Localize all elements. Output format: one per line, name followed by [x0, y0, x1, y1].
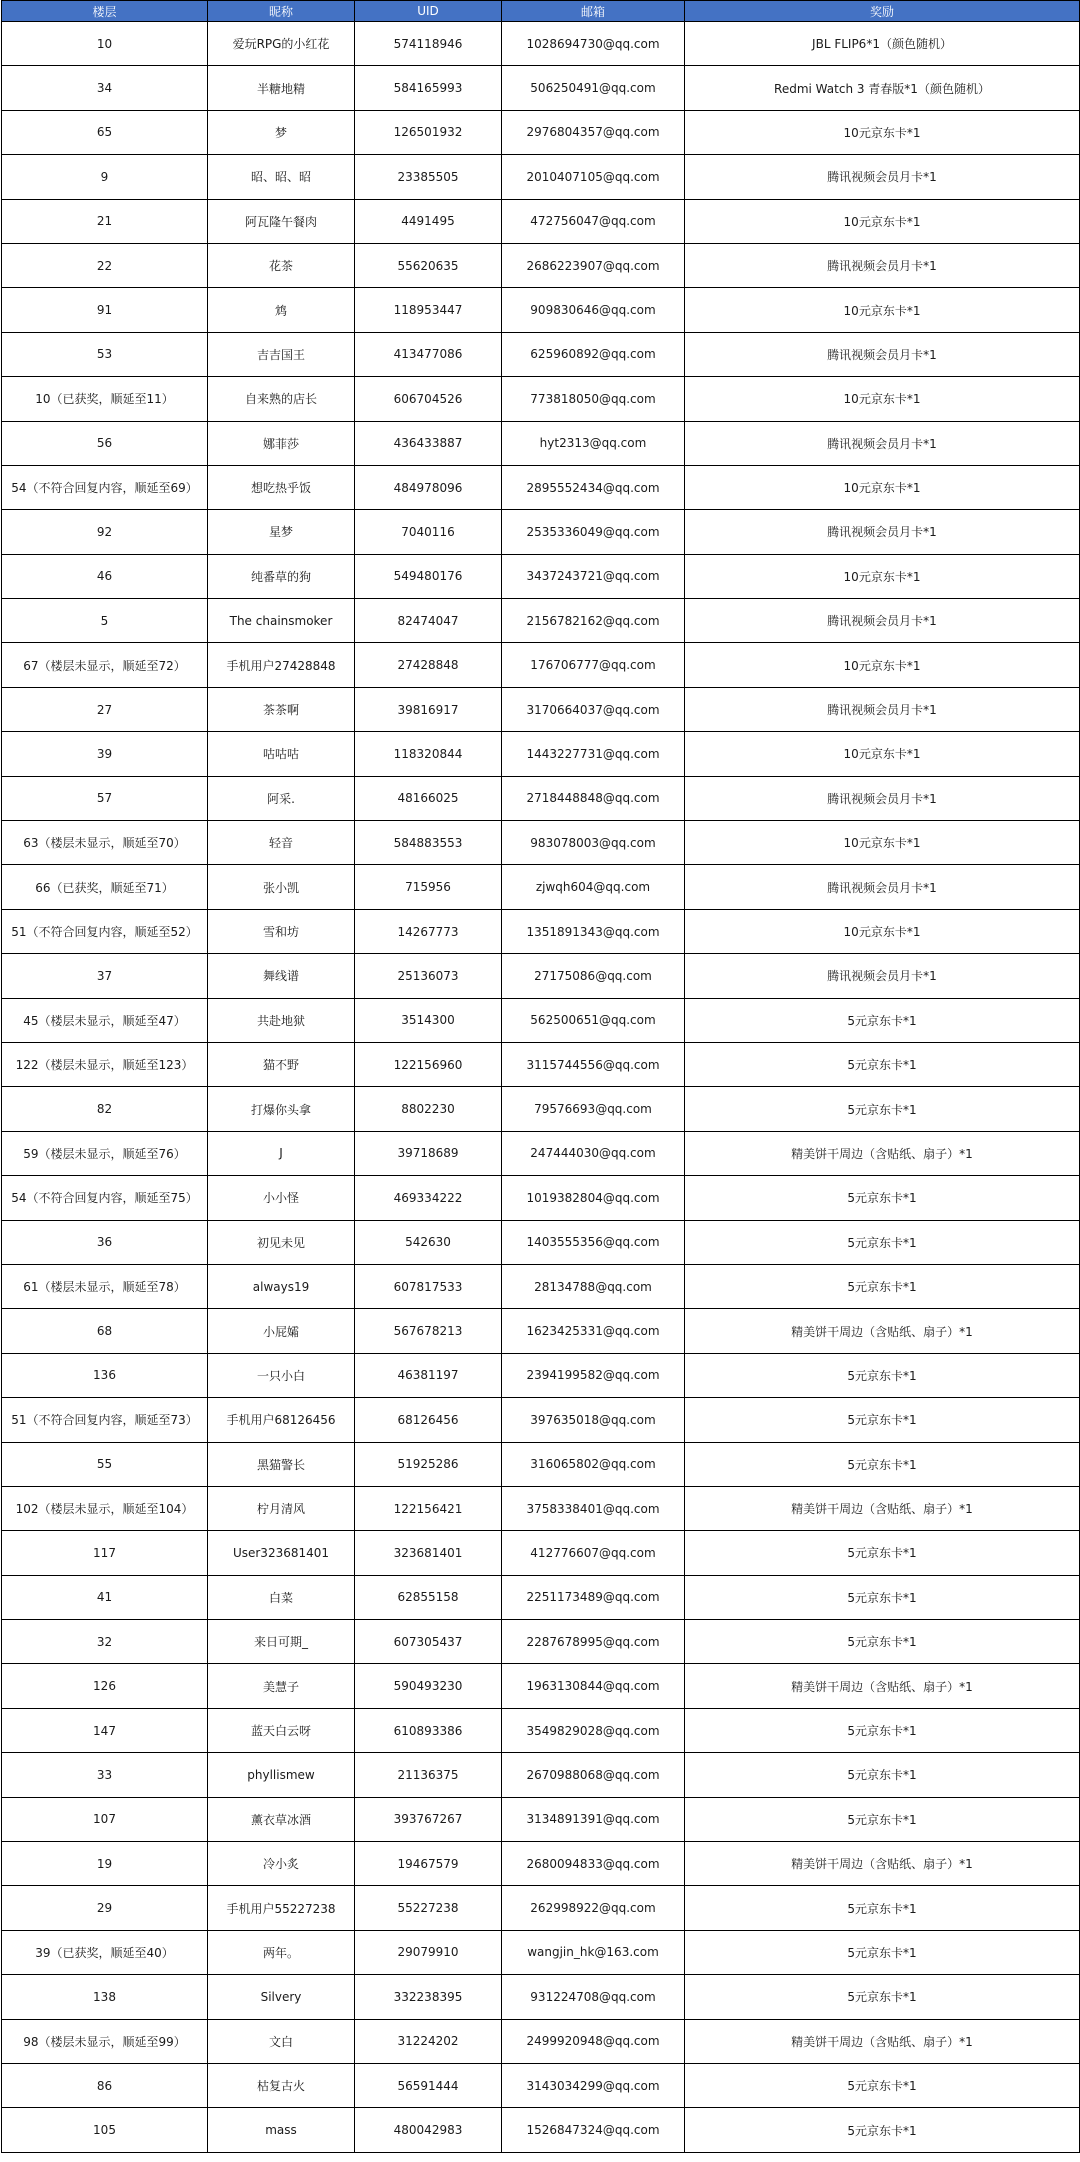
cell-prize: 精美饼干周边（含贴纸、扇子）*1 [685, 1309, 1080, 1353]
cell-uid: 82474047 [355, 599, 502, 643]
cell-floor: 54（不符合回复内容，顺延至75） [2, 1176, 208, 1220]
cell-nickname: 柠月清风 [208, 1486, 355, 1530]
header-nickname: 昵称 [208, 1, 355, 22]
table-row [2, 243, 1080, 287]
cell-nickname: 昭、昭、昭 [208, 155, 355, 199]
cell-email: 27175086@qq.com [502, 954, 685, 998]
cell-nickname: 一只小白 [208, 1353, 355, 1397]
table-row [2, 2019, 1080, 2063]
cell-prize: 腾讯视频会员月卡*1 [685, 155, 1080, 199]
table-row [2, 1398, 1080, 1442]
table-row [2, 1131, 1080, 1175]
table-row [2, 155, 1080, 199]
cell-uid: 607817533 [355, 1264, 502, 1308]
cell-nickname: 手机用户27428848 [208, 643, 355, 687]
cell-nickname: 张小凯 [208, 865, 355, 909]
cell-nickname: 初见未见 [208, 1220, 355, 1264]
cell-nickname: 娜菲莎 [208, 421, 355, 465]
cell-nickname: 来日可期_ [208, 1620, 355, 1664]
cell-nickname: 共赴地狱 [208, 998, 355, 1042]
cell-email: 1351891343@qq.com [502, 909, 685, 953]
cell-email: 2287678995@qq.com [502, 1620, 685, 1664]
cell-floor: 92 [2, 510, 208, 554]
cell-uid: 51925286 [355, 1442, 502, 1486]
cell-email: 2670988068@qq.com [502, 1753, 685, 1797]
cell-prize: 10元京东卡*1 [685, 643, 1080, 687]
cell-uid: 46381197 [355, 1353, 502, 1397]
cell-nickname: 阿瓦隆午餐肉 [208, 199, 355, 243]
cell-email: 3143034299@qq.com [502, 2063, 685, 2107]
cell-prize: 5元京东卡*1 [685, 1620, 1080, 1664]
table-row [2, 1176, 1080, 1220]
table-row [2, 1886, 1080, 1930]
cell-nickname: 小屁孀 [208, 1309, 355, 1353]
cell-floor: 45（楼层未显示，顺延至47） [2, 998, 208, 1042]
cell-floor: 122（楼层未显示，顺延至123） [2, 1042, 208, 1086]
cell-uid: 62855158 [355, 1575, 502, 1619]
table-row [2, 643, 1080, 687]
table-header [2, 1, 1080, 22]
cell-floor: 67（楼层未显示，顺延至72） [2, 643, 208, 687]
table-row [2, 199, 1080, 243]
table-row [2, 66, 1080, 110]
cell-email: 2251173489@qq.com [502, 1575, 685, 1619]
cell-email: 2976804357@qq.com [502, 110, 685, 154]
cell-floor: 19 [2, 1842, 208, 1886]
cell-prize: JBL FLIP6*1（颜色随机） [685, 22, 1080, 66]
cell-nickname: phyllismew [208, 1753, 355, 1797]
cell-email: wangjin_hk@163.com [502, 1930, 685, 1974]
cell-prize: 腾讯视频会员月卡*1 [685, 954, 1080, 998]
cell-nickname: 雪和坊 [208, 909, 355, 953]
cell-uid: 48166025 [355, 776, 502, 820]
cell-prize: 精美饼干周边（含贴纸、扇子）*1 [685, 1486, 1080, 1530]
cell-prize: 腾讯视频会员月卡*1 [685, 243, 1080, 287]
cell-email: 2394199582@qq.com [502, 1353, 685, 1397]
cell-prize: 腾讯视频会员月卡*1 [685, 687, 1080, 731]
cell-prize: 10元京东卡*1 [685, 821, 1080, 865]
cell-uid: 55227238 [355, 1886, 502, 1930]
cell-email: 1403555356@qq.com [502, 1220, 685, 1264]
cell-uid: 590493230 [355, 1664, 502, 1708]
cell-floor: 59（楼层未显示，顺延至76） [2, 1131, 208, 1175]
cell-email: 2156782162@qq.com [502, 599, 685, 643]
cell-prize: 5元京东卡*1 [685, 1708, 1080, 1752]
table-body [2, 22, 1080, 2153]
cell-email: 931224708@qq.com [502, 1975, 685, 2019]
cell-nickname: 蓝天白云呀 [208, 1708, 355, 1752]
cell-nickname: 花茶 [208, 243, 355, 287]
cell-email: 472756047@qq.com [502, 199, 685, 243]
cell-email: 1623425331@qq.com [502, 1309, 685, 1353]
cell-floor: 51（不符合回复内容，顺延至73） [2, 1398, 208, 1442]
cell-floor: 107 [2, 1797, 208, 1841]
header-row [2, 1, 1080, 22]
cell-prize: 精美饼干周边（含贴纸、扇子）*1 [685, 1842, 1080, 1886]
table-row [2, 110, 1080, 154]
cell-floor: 54（不符合回复内容，顺延至69） [2, 465, 208, 509]
table-row [2, 1975, 1080, 2019]
cell-prize: 5元京东卡*1 [685, 1975, 1080, 2019]
cell-nickname: 自来熟的店长 [208, 377, 355, 421]
cell-prize: 5元京东卡*1 [685, 1930, 1080, 1974]
cell-prize: 腾讯视频会员月卡*1 [685, 332, 1080, 376]
cell-email: 2010407105@qq.com [502, 155, 685, 199]
cell-email: 3115744556@qq.com [502, 1042, 685, 1086]
cell-uid: 584883553 [355, 821, 502, 865]
cell-floor: 126 [2, 1664, 208, 1708]
cell-nickname: 小小怪 [208, 1176, 355, 1220]
cell-prize: 5元京东卡*1 [685, 1575, 1080, 1619]
cell-uid: 14267773 [355, 909, 502, 953]
cell-prize: 5元京东卡*1 [685, 1353, 1080, 1397]
cell-floor: 46 [2, 554, 208, 598]
cell-email: zjwqh604@qq.com [502, 865, 685, 909]
table-row [2, 1264, 1080, 1308]
table-row [2, 332, 1080, 376]
table-row [2, 377, 1080, 421]
cell-prize: Redmi Watch 3 青春版*1（颜色随机） [685, 66, 1080, 110]
cell-nickname: 黑猫警长 [208, 1442, 355, 1486]
cell-prize: 5元京东卡*1 [685, 1531, 1080, 1575]
cell-uid: 31224202 [355, 2019, 502, 2063]
cell-email: 1019382804@qq.com [502, 1176, 685, 1220]
table-row [2, 1042, 1080, 1086]
header-email: 邮箱 [502, 1, 685, 22]
cell-prize: 5元京东卡*1 [685, 1087, 1080, 1131]
cell-nickname: 手机用户68126456 [208, 1398, 355, 1442]
table-row [2, 1531, 1080, 1575]
cell-nickname: 白菜 [208, 1575, 355, 1619]
cell-email: 773818050@qq.com [502, 377, 685, 421]
cell-nickname: 两年。 [208, 1930, 355, 1974]
cell-email: 3437243721@qq.com [502, 554, 685, 598]
cell-prize: 5元京东卡*1 [685, 1176, 1080, 1220]
cell-email: hyt2313@qq.com [502, 421, 685, 465]
cell-uid: 484978096 [355, 465, 502, 509]
cell-uid: 413477086 [355, 332, 502, 376]
cell-nickname: 美慧子 [208, 1664, 355, 1708]
cell-nickname: 梦 [208, 110, 355, 154]
cell-nickname: 猫不野 [208, 1042, 355, 1086]
cell-floor: 37 [2, 954, 208, 998]
cell-uid: 55620635 [355, 243, 502, 287]
table-row [2, 998, 1080, 1042]
cell-email: 397635018@qq.com [502, 1398, 685, 1442]
cell-floor: 34 [2, 66, 208, 110]
table-row [2, 1664, 1080, 1708]
table-row [2, 1087, 1080, 1131]
cell-prize: 10元京东卡*1 [685, 732, 1080, 776]
cell-email: 909830646@qq.com [502, 288, 685, 332]
cell-prize: 10元京东卡*1 [685, 288, 1080, 332]
cell-email: 176706777@qq.com [502, 643, 685, 687]
cell-nickname: 茶茶啊 [208, 687, 355, 731]
cell-email: 562500651@qq.com [502, 998, 685, 1042]
cell-uid: 56591444 [355, 2063, 502, 2107]
cell-floor: 21 [2, 199, 208, 243]
cell-floor: 98（楼层未显示，顺延至99） [2, 2019, 208, 2063]
cell-floor: 29 [2, 1886, 208, 1930]
table-row [2, 421, 1080, 465]
cell-email: 412776607@qq.com [502, 1531, 685, 1575]
cell-uid: 27428848 [355, 643, 502, 687]
cell-nickname: 手机用户55227238 [208, 1886, 355, 1930]
table-row [2, 22, 1080, 66]
cell-prize: 腾讯视频会员月卡*1 [685, 421, 1080, 465]
table-row [2, 1930, 1080, 1974]
cell-floor: 56 [2, 421, 208, 465]
cell-prize: 5元京东卡*1 [685, 1220, 1080, 1264]
cell-uid: 323681401 [355, 1531, 502, 1575]
cell-uid: 126501932 [355, 110, 502, 154]
cell-uid: 393767267 [355, 1797, 502, 1841]
table-row [2, 2063, 1080, 2107]
cell-prize: 5元京东卡*1 [685, 2108, 1080, 2152]
cell-nickname: 枯复古火 [208, 2063, 355, 2107]
cell-nickname: mass [208, 2108, 355, 2152]
cell-floor: 10（已获奖，顺延至11） [2, 377, 208, 421]
cell-email: 1443227731@qq.com [502, 732, 685, 776]
cell-email: 2680094833@qq.com [502, 1842, 685, 1886]
cell-email: 2686223907@qq.com [502, 243, 685, 287]
table-row [2, 1353, 1080, 1397]
cell-prize: 精美饼干周边（含贴纸、扇子）*1 [685, 2019, 1080, 2063]
table-row [2, 465, 1080, 509]
table-row [2, 1797, 1080, 1841]
cell-uid: 3514300 [355, 998, 502, 1042]
cell-prize: 5元京东卡*1 [685, 1753, 1080, 1797]
table-row [2, 821, 1080, 865]
cell-nickname: always19 [208, 1264, 355, 1308]
header-uid: UID [355, 1, 502, 22]
cell-nickname: 阿采. [208, 776, 355, 820]
table-row [2, 288, 1080, 332]
cell-floor: 33 [2, 1753, 208, 1797]
cell-floor: 55 [2, 1442, 208, 1486]
cell-uid: 21136375 [355, 1753, 502, 1797]
table-row [2, 909, 1080, 953]
cell-uid: 607305437 [355, 1620, 502, 1664]
cell-uid: 606704526 [355, 377, 502, 421]
cell-floor: 136 [2, 1353, 208, 1397]
cell-email: 262998922@qq.com [502, 1886, 685, 1930]
table-row [2, 2108, 1080, 2152]
table-row [2, 510, 1080, 554]
cell-nickname: 冷小炙 [208, 1842, 355, 1886]
cell-prize: 5元京东卡*1 [685, 1042, 1080, 1086]
cell-prize: 5元京东卡*1 [685, 2063, 1080, 2107]
cell-floor: 61（楼层未显示，顺延至78） [2, 1264, 208, 1308]
cell-uid: 122156960 [355, 1042, 502, 1086]
cell-nickname: 想吃热乎饭 [208, 465, 355, 509]
cell-floor: 10 [2, 22, 208, 66]
table-row [2, 865, 1080, 909]
cell-prize: 5元京东卡*1 [685, 1886, 1080, 1930]
cell-uid: 19467579 [355, 1842, 502, 1886]
cell-uid: 7040116 [355, 510, 502, 554]
cell-prize: 10元京东卡*1 [685, 377, 1080, 421]
cell-floor: 66（已获奖，顺延至71） [2, 865, 208, 909]
cell-floor: 63（楼层未显示，顺延至70） [2, 821, 208, 865]
cell-prize: 10元京东卡*1 [685, 199, 1080, 243]
cell-email: 3549829028@qq.com [502, 1708, 685, 1752]
cell-uid: 39718689 [355, 1131, 502, 1175]
cell-uid: 584165993 [355, 66, 502, 110]
cell-uid: 68126456 [355, 1398, 502, 1442]
cell-floor: 9 [2, 155, 208, 199]
cell-prize: 10元京东卡*1 [685, 465, 1080, 509]
cell-email: 3758338401@qq.com [502, 1486, 685, 1530]
cell-prize: 10元京东卡*1 [685, 110, 1080, 154]
cell-email: 506250491@qq.com [502, 66, 685, 110]
cell-email: 1526847324@qq.com [502, 2108, 685, 2152]
header-floor: 楼层 [2, 1, 208, 22]
cell-prize: 5元京东卡*1 [685, 1398, 1080, 1442]
table-row [2, 1620, 1080, 1664]
winner-table [1, 0, 1080, 2153]
cell-uid: 469334222 [355, 1176, 502, 1220]
cell-uid: 610893386 [355, 1708, 502, 1752]
cell-prize: 10元京东卡*1 [685, 554, 1080, 598]
cell-floor: 5 [2, 599, 208, 643]
cell-email: 3170664037@qq.com [502, 687, 685, 731]
cell-floor: 22 [2, 243, 208, 287]
cell-uid: 23385505 [355, 155, 502, 199]
cell-uid: 574118946 [355, 22, 502, 66]
cell-nickname: 文白 [208, 2019, 355, 2063]
cell-nickname: 舞线谱 [208, 954, 355, 998]
cell-email: 1963130844@qq.com [502, 1664, 685, 1708]
table-row [2, 954, 1080, 998]
cell-uid: 542630 [355, 1220, 502, 1264]
cell-uid: 39816917 [355, 687, 502, 731]
cell-floor: 105 [2, 2108, 208, 2152]
table-row [2, 1753, 1080, 1797]
cell-uid: 118320844 [355, 732, 502, 776]
cell-floor: 102（楼层未显示，顺延至104） [2, 1486, 208, 1530]
cell-nickname: Silvery [208, 1975, 355, 2019]
cell-nickname: 爱玩RPG的小红花 [208, 22, 355, 66]
cell-nickname: 星梦 [208, 510, 355, 554]
cell-prize: 腾讯视频会员月卡*1 [685, 510, 1080, 554]
cell-uid: 118953447 [355, 288, 502, 332]
cell-prize: 10元京东卡*1 [685, 909, 1080, 953]
cell-floor: 86 [2, 2063, 208, 2107]
table-row [2, 599, 1080, 643]
table-row [2, 732, 1080, 776]
cell-nickname: 打爆你头拿 [208, 1087, 355, 1131]
cell-floor: 39（已获奖，顺延至40） [2, 1930, 208, 1974]
cell-nickname: 轻音 [208, 821, 355, 865]
cell-floor: 147 [2, 1708, 208, 1752]
cell-floor: 53 [2, 332, 208, 376]
cell-floor: 39 [2, 732, 208, 776]
cell-floor: 138 [2, 1975, 208, 2019]
cell-floor: 57 [2, 776, 208, 820]
cell-email: 316065802@qq.com [502, 1442, 685, 1486]
table-row [2, 1309, 1080, 1353]
cell-email: 983078003@qq.com [502, 821, 685, 865]
cell-nickname: 吉吉国王 [208, 332, 355, 376]
cell-uid: 25136073 [355, 954, 502, 998]
cell-uid: 715956 [355, 865, 502, 909]
cell-floor: 82 [2, 1087, 208, 1131]
cell-uid: 8802230 [355, 1087, 502, 1131]
cell-prize: 腾讯视频会员月卡*1 [685, 599, 1080, 643]
cell-email: 28134788@qq.com [502, 1264, 685, 1308]
table-row [2, 1486, 1080, 1530]
table-row [2, 776, 1080, 820]
cell-nickname: 咕咕咕 [208, 732, 355, 776]
cell-floor: 91 [2, 288, 208, 332]
cell-floor: 51（不符合回复内容，顺延至52） [2, 909, 208, 953]
table-row [2, 1575, 1080, 1619]
cell-nickname: The chainsmoker [208, 599, 355, 643]
cell-floor: 32 [2, 1620, 208, 1664]
cell-floor: 27 [2, 687, 208, 731]
cell-floor: 36 [2, 1220, 208, 1264]
cell-prize: 精美饼干周边（含贴纸、扇子）*1 [685, 1131, 1080, 1175]
cell-prize: 5元京东卡*1 [685, 1442, 1080, 1486]
table-row [2, 1842, 1080, 1886]
cell-email: 247444030@qq.com [502, 1131, 685, 1175]
cell-email: 2499920948@qq.com [502, 2019, 685, 2063]
cell-prize: 腾讯视频会员月卡*1 [685, 776, 1080, 820]
cell-nickname: 鸩 [208, 288, 355, 332]
table-row [2, 554, 1080, 598]
cell-email: 2895552434@qq.com [502, 465, 685, 509]
cell-prize: 5元京东卡*1 [685, 1797, 1080, 1841]
table-row [2, 1708, 1080, 1752]
cell-prize: 腾讯视频会员月卡*1 [685, 865, 1080, 909]
cell-uid: 567678213 [355, 1309, 502, 1353]
cell-nickname: J [208, 1131, 355, 1175]
cell-floor: 68 [2, 1309, 208, 1353]
cell-email: 2718448848@qq.com [502, 776, 685, 820]
cell-email: 625960892@qq.com [502, 332, 685, 376]
table-row [2, 687, 1080, 731]
cell-nickname: 半糖地精 [208, 66, 355, 110]
cell-prize: 5元京东卡*1 [685, 1264, 1080, 1308]
cell-uid: 4491495 [355, 199, 502, 243]
cell-floor: 41 [2, 1575, 208, 1619]
cell-floor: 117 [2, 1531, 208, 1575]
table-row [2, 1442, 1080, 1486]
cell-email: 3134891391@qq.com [502, 1797, 685, 1841]
cell-uid: 480042983 [355, 2108, 502, 2152]
cell-nickname: User323681401 [208, 1531, 355, 1575]
cell-email: 2535336049@qq.com [502, 510, 685, 554]
cell-email: 1028694730@qq.com [502, 22, 685, 66]
header-prize: 奖励 [685, 1, 1080, 22]
cell-prize: 5元京东卡*1 [685, 998, 1080, 1042]
cell-uid: 436433887 [355, 421, 502, 465]
cell-uid: 332238395 [355, 1975, 502, 2019]
cell-floor: 65 [2, 110, 208, 154]
cell-uid: 29079910 [355, 1930, 502, 1974]
cell-email: 79576693@qq.com [502, 1087, 685, 1131]
cell-nickname: 薰衣草冰酒 [208, 1797, 355, 1841]
table-row [2, 1220, 1080, 1264]
cell-prize: 精美饼干周边（含贴纸、扇子）*1 [685, 1664, 1080, 1708]
cell-uid: 122156421 [355, 1486, 502, 1530]
cell-uid: 549480176 [355, 554, 502, 598]
cell-nickname: 纯番草的狗 [208, 554, 355, 598]
